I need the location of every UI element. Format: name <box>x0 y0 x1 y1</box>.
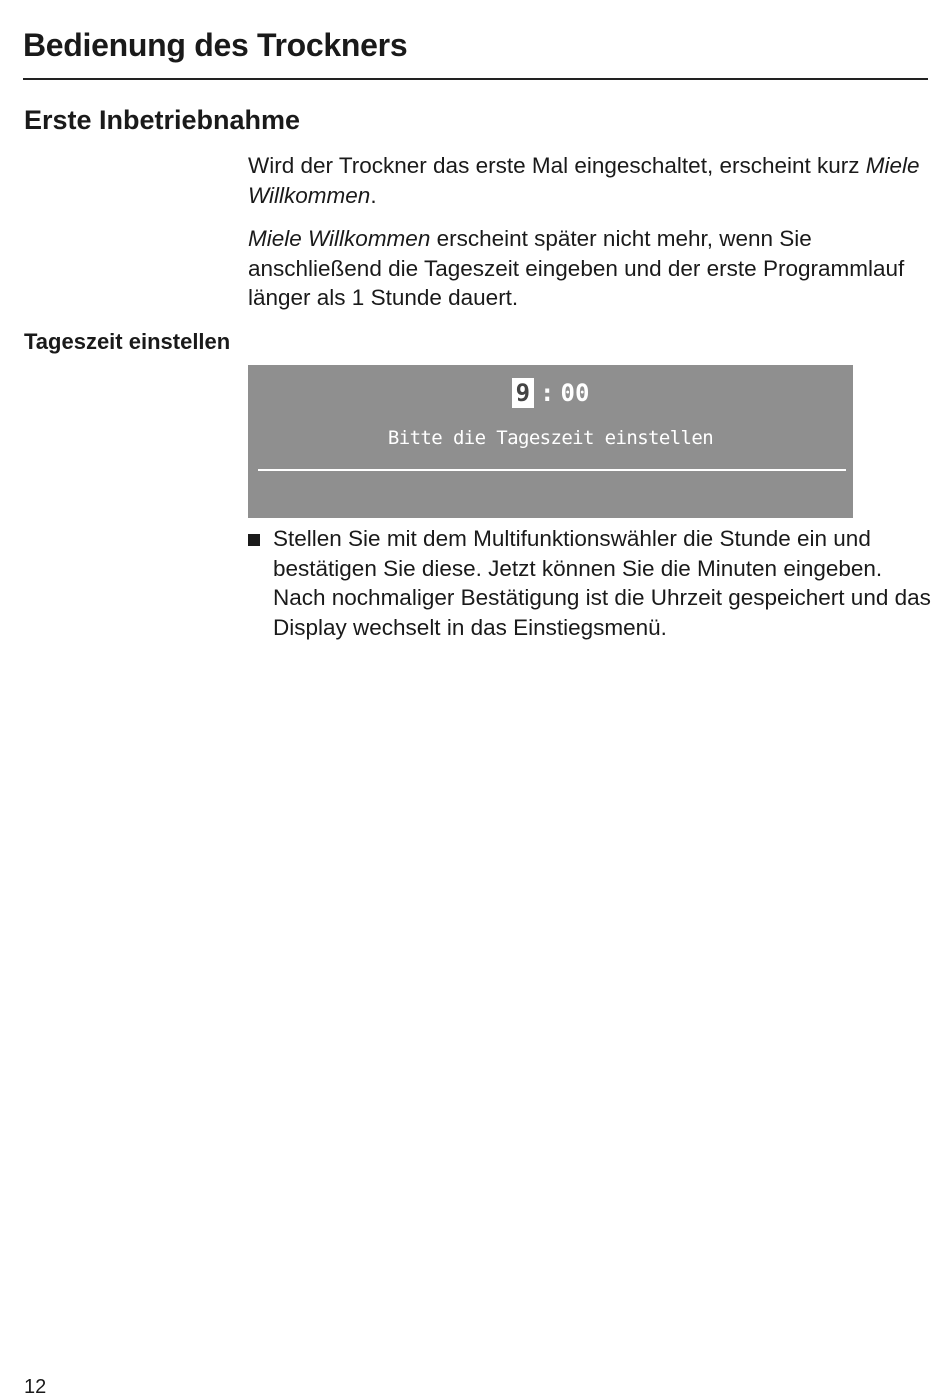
intro-paragraph-2-italic: Miele Willkommen <box>248 226 431 251</box>
page-header <box>23 24 928 80</box>
display-divider <box>258 469 846 471</box>
instruction-list-item <box>248 524 938 642</box>
page-title: Bedienung des Trockners <box>23 27 408 63</box>
display-time <box>248 377 853 409</box>
square-bullet-icon <box>248 534 260 546</box>
section-title: Erste Inbetriebnahme <box>24 105 301 135</box>
intro-paragraph-2-text: erscheint später nicht mehr, wenn Sie anschließend die Tageszeit eingeben und der erste Programmlauf länger als 1 Stunde dauert. <box>248 226 905 310</box>
instruction-text: Stellen Sie mit dem Multifunktionswähler die Stunde ein und bestätigen Sie diese. Jetzt können Sie die Minuten eingeben. Nach nochmaliger Bestätigung ist die Uhrzeit gespeichert und das Display wechselt in das Einstiegsmenü. <box>273 526 931 640</box>
intro-text <box>248 151 938 327</box>
page-number: 12 <box>24 1376 47 1398</box>
intro-paragraph-1 <box>248 151 938 210</box>
display-message: Bitte die Tageszeit einstellen <box>387 427 714 449</box>
display-hour: 9 <box>512 378 534 408</box>
intro-paragraph-1-text: Wird der Trockner das erste Mal eingeschaltet, erscheint kurz <box>248 153 866 178</box>
display-separator: : <box>540 379 555 407</box>
display-minutes: 00 <box>560 379 590 407</box>
intro-paragraph-1-italic: Miele Willkommen <box>248 153 920 208</box>
subsection-title: Tageszeit einstellen <box>24 329 231 354</box>
intro-paragraph-1-end: . <box>370 182 377 208</box>
intro-paragraph-2 <box>248 224 938 313</box>
device-display <box>248 365 853 518</box>
